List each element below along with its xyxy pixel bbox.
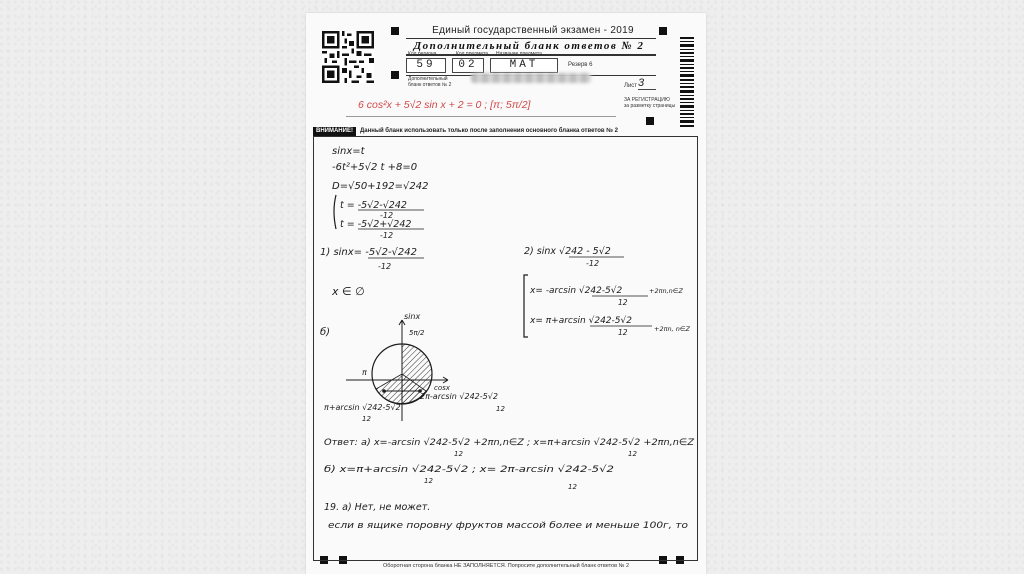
markup-note: за разметку страницы [624,103,676,109]
answer-part-b-den1: 12 [424,477,433,485]
left-endpoint-den: 12 [362,415,371,423]
solution-set-2-den: 12 [618,328,628,337]
subject-code-label: Код предмета [456,51,489,57]
answer-part-a: Ответ: а) x=-arcsin √242-5√2 +2πn,n∈Z ; x=π+arcsin √242-5√2 +2πn,n∈Z [324,438,668,448]
extra-label-1: Дополнительный [408,76,448,82]
right-endpoint-den: 12 [496,405,505,413]
line-discriminant: D=√50+192=√242 [332,181,429,192]
root-t2-den: -12 [380,231,394,240]
left-endpoint-label: π+arcsin √242-5√2 [324,403,401,412]
line-substitution: sinx=t [332,146,365,157]
answer-part-b: б) x=π+arcsin √242-5√2 ; x= 2π-arcsin √242-5√2 [324,465,548,475]
case1-den: -12 [378,262,392,271]
handwritten-solution [306,13,706,574]
solution-set-2-period: +2πn, n∈Z [654,325,690,333]
answer-part-a-den2: 12 [628,450,637,458]
part-b-label: б) [320,327,331,338]
warning-tag: ВНИМАНИЕ! [313,127,356,136]
answer-sheet [306,13,706,574]
region-field: 59 [406,58,446,73]
pi-label: π [362,368,367,377]
extra-label-2: бланк ответов № 2 [408,82,452,88]
task19-answer: 19. а) Нет, не может. [324,502,431,513]
task-equation: 6 cos²x + 5√2 sin x + 2 = 0 ; [π; 5π/2] [358,99,531,111]
solution-set-1-den: 12 [618,298,628,307]
sheet-label: Лист [624,83,638,89]
answer-part-b-den2: 12 [568,483,577,491]
warning-text: Данный бланк использовать только после заполнения основного бланка ответов № 2 [359,128,618,134]
root-t1: t = -5√2-√242 [340,200,407,211]
exam-title: Единый государственный экзамен - 2019 [432,25,634,36]
solution-set-1: x= -arcsin √242-5√2 [530,286,623,296]
five-pi-over-two-label: 5π/2 [409,329,425,337]
subject-name-field: МАТ [490,58,558,73]
task19-explanation: если в ящике поровну фруктов массой более и меньше 100г, то [328,521,688,531]
footer-note: Оборотная сторона бланка НЕ ЗАПОЛНЯЕТСЯ. Попросите дополнительный бланк ответов № 2 [382,563,630,569]
right-endpoint-label: 2π-arcsin √242-5√2 [420,392,498,401]
set-bracket [524,275,528,337]
case1-equation: 1) sinx= -5√2-√242 [320,247,418,258]
subject-code-field: 02 [452,58,484,73]
case2-den: -12 [586,259,600,268]
case1-result: x ∈ ∅ [332,285,365,298]
region-label: Код региона [408,51,437,57]
solution-set-1-period: +2πn,n∈Z [649,287,683,295]
blank-title: Дополнительный бланк ответов № 2 [413,40,645,52]
cosx-axis-label: cosx [434,384,450,392]
root-t2: t = -5√2+√242 [340,219,412,230]
case2-equation: 2) sinx √242 - 5√2 [524,246,611,257]
subject-name-label: Название предмета [496,51,542,57]
answer-part-a-den1: 12 [454,450,463,458]
registration-note: ЗА РЕГИСТРАЦИЮ [624,97,670,103]
reserve-label: Резерв 6 [568,62,593,68]
root-t1-den: -12 [380,211,394,220]
solution-set-2: x= π+arcsin √242-5√2 [530,316,632,326]
sinx-axis-label: sinx [404,312,421,321]
sheet-number: 3 [638,77,656,90]
line-quadratic: -6t²+5√2 t +8=0 [332,162,418,173]
brace-mark [334,195,336,229]
